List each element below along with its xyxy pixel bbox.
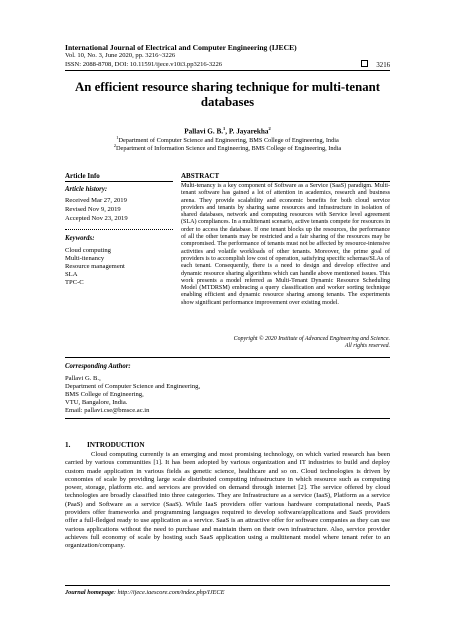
keyword-item: Resource management: [65, 263, 125, 270]
affiliation-1-sup: 1: [116, 135, 119, 140]
issn-line: ISSN: 2088-8708, DOI: 10.11591/ijece.v10i3.pp3216-3226: [65, 61, 223, 68]
volume-line: Vol. 10, No. 3, June 2020, pp. 3216~3226: [65, 52, 176, 59]
article-info-heading: Article Info: [65, 172, 100, 180]
journal-homepage: [65, 589, 224, 597]
page-number-text: 3216: [376, 62, 390, 69]
affiliation-2-text: Department of Information Science and Engineering, BMS College of Engineering, India: [116, 145, 342, 153]
corresponding-line: Pallavi G. B.,: [65, 375, 101, 382]
homepage-label: Journal homepage: [65, 589, 114, 596]
header-rule: [65, 70, 390, 71]
corresponding-line: BMS College of Engineering,: [65, 391, 144, 398]
author-separator: , P. Jayarekha: [225, 127, 269, 136]
author-1: Pallavi G. B.: [184, 127, 224, 136]
keyword-item: TPC-C: [65, 279, 84, 286]
affiliation-2: [65, 142, 390, 153]
corresponding-line: Department of Computer Science and Engineering,: [65, 383, 201, 390]
history-revised: Revised Nov 9, 2019: [65, 206, 121, 213]
copyright-line-2: All rights reserved.: [344, 343, 390, 350]
keywords-heading: Keywords:: [65, 235, 95, 242]
corresponding-bottom-rule: [65, 418, 390, 419]
corresponding-heading: Corresponding Author:: [65, 363, 131, 370]
paper-title: An efficient resource sharing technique for multi-tenant databases: [75, 80, 380, 109]
square-icon: [361, 60, 368, 67]
article-info-rule: [65, 181, 173, 182]
section-title: INTRODUCTION: [87, 441, 145, 449]
abstract-bottom-rule: [65, 357, 390, 358]
introduction-body: Cloud computing currently is an emerging and most promising technology, on which varied research has been carried by various communities [1]. It has been adopted by various organization and IT industries to build and deploy custom made application in various fields as genetic science, healthcare and so on. Cloud technologies is driven by economies of scale by providing large scale distributed computing infrastructure in which resource such as computing power, storage, platform etc. and services are provided on demand through internet [2]. The service offered by cloud technologies are broadly classified into three categories. They are Infrastructure as a service (IaaS), Platform as a service (PaaS) and Software as a service (SaaS). While IaaS providers offer various hardware computational needs, PaaS providers offer frameworks and programming languages required to develop software/applications and SaaS providers offer a full-fledged ready to use application as a service. SaaS is an attractive offer for software companies as they can use various applications without the need to purchase and maintain them on their own infrastructure. Also, service provider achieves full economy of scale by hosting such SaaS application using a multitenant model where tenant refer to an organization/company.: [65, 451, 390, 550]
keyword-item: SLA: [65, 271, 78, 278]
section-heading: [65, 441, 145, 450]
author-2-sup: 2: [268, 126, 271, 131]
abstract-text: Multi-tenancy is a key component of Software as a Service (SaaS) paradigm. Multi-tenant software has gained a lot of attention in academics, research and business arena. They provide scalability and economic benefits for both cloud service providers and tenants by sharing same resources and infrastructure in isolation of shared databases, network and computing resources with Service level agreement (SLA) compliances. In a multitenant scenario, active tenants compete for resources in order to access the database. If one tenant blocks up the resources, the performance of all the other tenants may be restricted and a fair sharing of the resources may be compromised. The performance of tenants must not be affected by resource-intensive activities and volatile workloads of other tenants. Moreover, the prime goal of providers is to accomplish low cost of operation, satisfying specific schemas/SLAs of each tenant. Consequently, there is a need to design and develop effective and dynamic resource sharing algorithms which can handle above mentioned issues. This work presents a model referred as Multi-Tenant Dynamic Resource Scheduling Model (MTDRSM) embracing a query classification and worker sorting technique enabling efficient and dynamic resource sharing among tenants. The experiments show significant performance improvement over existing model.: [181, 183, 390, 306]
homepage-url[interactable]: : http://ijece.iaescore.com/index.php/IJECE: [113, 589, 225, 596]
keyword-item: Cloud computing: [65, 247, 111, 254]
abstract-heading: ABSTRACT: [181, 172, 220, 180]
affiliation-2-sup: 2: [113, 143, 116, 148]
footer-rule: [65, 585, 390, 586]
history-received: Received Mar 27, 2019: [65, 197, 127, 204]
history-accepted: Accepted Nov 23, 2019: [65, 215, 128, 222]
affiliation-1-text: Department of Computer Science and Engineering, BMS College of Engineering, India: [118, 137, 339, 145]
corresponding-line: VTU, Bangalore, India.: [65, 399, 128, 406]
copyright-notice: [181, 336, 390, 351]
author-1-sup: 1: [223, 126, 226, 131]
section-number: 1.: [65, 441, 71, 449]
journal-name: International Journal of Electrical and Computer Engineering (IJECE): [65, 43, 297, 52]
corresponding-email: Email: pallavi.cse@bmsce.ac.in: [65, 407, 150, 414]
copyright-line-1: Copyright © 2020 Institute of Advanced Engineering and Science.: [233, 336, 390, 342]
abstract-rule: [181, 181, 390, 182]
history-divider: [65, 229, 173, 230]
page-number: [361, 60, 390, 70]
article-history-heading: Article history:: [65, 186, 108, 193]
keyword-item: Multi-itenancy: [65, 255, 105, 262]
